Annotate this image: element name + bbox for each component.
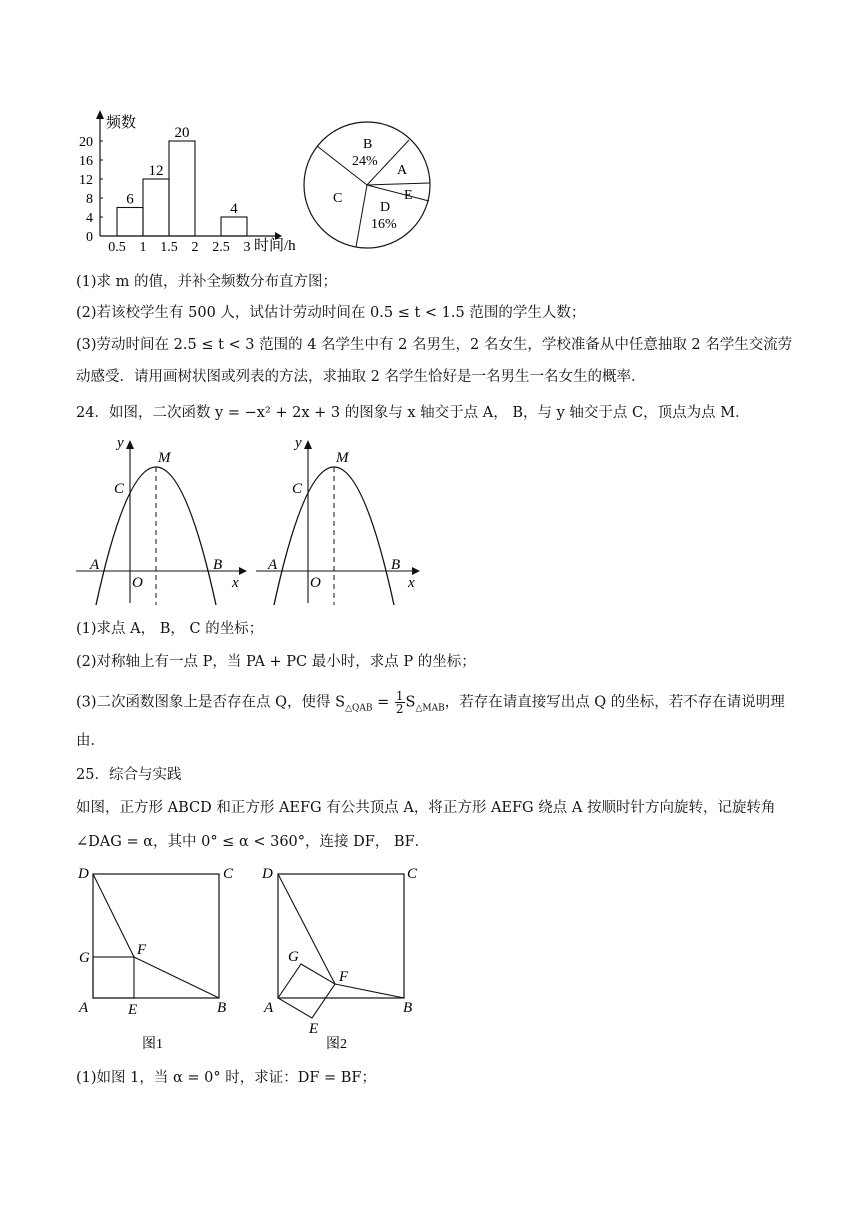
parabola-graph-1 bbox=[76, 437, 256, 609]
q24-part3-fraction-den: 2 bbox=[395, 702, 404, 716]
pie-label-e: E bbox=[404, 188, 413, 203]
histogram-bar-label: 4 bbox=[230, 201, 238, 217]
histogram-bar-label: 6 bbox=[126, 191, 134, 208]
square-figure-1 bbox=[76, 862, 246, 1052]
fig1-label-g: G bbox=[79, 950, 90, 966]
pie-pct-b: 24% bbox=[352, 154, 378, 169]
fig2-label-e: E bbox=[309, 1021, 319, 1037]
square-figure-2 bbox=[256, 862, 426, 1052]
graph1-label-m: M bbox=[158, 450, 171, 466]
graph2-label-a: A bbox=[268, 557, 278, 573]
histogram-bar-label: 20 bbox=[174, 125, 190, 141]
histogram-y-tick: 8 bbox=[86, 192, 93, 207]
histogram-bar-label: 12 bbox=[148, 163, 164, 179]
q25-title: 25．综合与实践 bbox=[76, 767, 182, 783]
q23-part2: (2)若该校学生有 500 人，试估计劳动时间在 0.5 ≤ t < 1.5 范围的学生人数； bbox=[76, 305, 586, 321]
pie-pct-d: 16% bbox=[371, 217, 397, 232]
pie-label-b: B bbox=[363, 137, 373, 152]
fig1-label-d: D bbox=[78, 866, 89, 882]
q24-part3-sub-mab: △MAB bbox=[415, 703, 445, 714]
fig2-label-g: G bbox=[288, 949, 299, 965]
q24-part3-eq: = bbox=[372, 694, 394, 711]
fig2-label-a: A bbox=[264, 1000, 274, 1016]
q24-part3-text-after: ，若存在请直接写出点 Q 的坐标，若不存在请说明理 bbox=[444, 694, 785, 711]
histogram-bar bbox=[143, 179, 169, 236]
q24-part1: (1)求点 A， B， C 的坐标； bbox=[76, 621, 264, 637]
graph1-label-y: y bbox=[117, 437, 124, 451]
graph1-label-b: B bbox=[213, 557, 223, 573]
histogram-x-tick: 2.5 bbox=[212, 240, 230, 255]
q25-stem-line2: ∠DAG = α，其中 0° ≤ α < 360°，连接 DF， BF． bbox=[76, 834, 430, 850]
q24-part3-line1 bbox=[76, 690, 785, 718]
fig2-caption: 图2 bbox=[326, 1037, 347, 1052]
graph2-label-c: C bbox=[292, 481, 303, 497]
q24-part3-line2: 由． bbox=[76, 733, 105, 749]
fig1-label-a: A bbox=[79, 1000, 89, 1016]
q24-part3-fraction-num: 1 bbox=[395, 689, 404, 703]
q25-stem-line1: 如图，正方形 ABCD 和正方形 AEFG 有公共顶点 A，将正方形 AEFG 绕点 A 按顺时针方向旋转，记旋转角 bbox=[76, 800, 776, 816]
histogram-y-axis-label: 频数 bbox=[106, 115, 137, 131]
graph2-label-y: y bbox=[295, 437, 302, 451]
histogram-x-tick: 1.5 bbox=[160, 240, 178, 255]
pie-label-c: C bbox=[333, 191, 343, 206]
graph2-label-b: B bbox=[391, 557, 401, 573]
graph1-label-a: A bbox=[90, 557, 100, 573]
graph1-label-o: O bbox=[132, 575, 143, 591]
q23-part3-line2: 动感受．请用画树状图或列表的方法，求抽取 2 名学生恰好是一名男生一名女生的概率． bbox=[76, 369, 646, 385]
q24-part3-sub-qab: △QAB bbox=[345, 703, 373, 714]
graph2-label-m: M bbox=[336, 450, 349, 466]
q23-part1: (1)求 m 的值，并补全频数分布直方图； bbox=[76, 274, 338, 290]
graph2-label-o: O bbox=[310, 575, 321, 591]
histogram-y-tick: 16 bbox=[79, 154, 93, 169]
histogram-x-tick: 0.5 bbox=[108, 240, 126, 255]
graph1-label-x: x bbox=[232, 575, 239, 591]
q23-part3-line1: (3)劳动时间在 2.5 ≤ t < 3 范围的 4 名学生中有 2 名男生，2 名女生，学校准备从中任意抽取 2 名学生交流劳 bbox=[76, 337, 793, 353]
fig2-label-c: C bbox=[407, 866, 418, 882]
q25-part1: (1)如图 1，当 α = 0° 时，求证：DF = BF； bbox=[76, 1070, 376, 1086]
pie-chart bbox=[300, 118, 435, 253]
q24-part3-fraction bbox=[395, 690, 405, 715]
histogram-bar bbox=[221, 217, 247, 236]
histogram-x-tick: 3 bbox=[243, 240, 251, 255]
q24-part2: (2)对称轴上有一点 P，当 PA + PC 最小时，求点 P 的坐标； bbox=[76, 654, 476, 670]
fig2-label-f: F bbox=[339, 969, 349, 985]
q24-stem: 24．如图，二次函数 y = −x² + 2x + 3 的图象与 x 轴交于点 A， B，与 y 轴交于点 C，顶点为点 M． bbox=[76, 405, 750, 421]
fig1-label-e: E bbox=[128, 1002, 138, 1018]
histogram-y-tick: 0 bbox=[86, 230, 93, 245]
histogram-x-axis-label: 时间/h bbox=[254, 238, 296, 254]
histogram-bar bbox=[169, 141, 195, 236]
graph2-label-x: x bbox=[408, 575, 415, 591]
fig1-label-c: C bbox=[223, 866, 234, 882]
pie-label-d: D bbox=[380, 200, 391, 215]
fig1-label-b: B bbox=[217, 1000, 227, 1016]
histogram-bar bbox=[117, 208, 143, 237]
q24-part3-text-before: (3)二次函数图象上是否存在点 Q，使得 S bbox=[76, 694, 346, 711]
q24-part3-s: S bbox=[405, 694, 416, 711]
histogram-y-tick: 12 bbox=[79, 173, 93, 188]
graph1-label-c: C bbox=[114, 481, 125, 497]
fig2-label-d: D bbox=[262, 866, 273, 882]
fig1-label-f: F bbox=[137, 942, 147, 958]
frequency-histogram bbox=[70, 105, 310, 255]
parabola-graph-2 bbox=[256, 437, 436, 609]
pie-label-a: A bbox=[397, 163, 408, 178]
fig2-label-b: B bbox=[403, 1000, 413, 1016]
histogram-x-tick: 2 bbox=[191, 240, 199, 255]
histogram-y-tick: 20 bbox=[79, 135, 93, 150]
fig1-caption: 图1 bbox=[142, 1037, 163, 1052]
histogram-x-tick: 1 bbox=[139, 240, 147, 255]
histogram-y-tick: 4 bbox=[86, 211, 93, 226]
